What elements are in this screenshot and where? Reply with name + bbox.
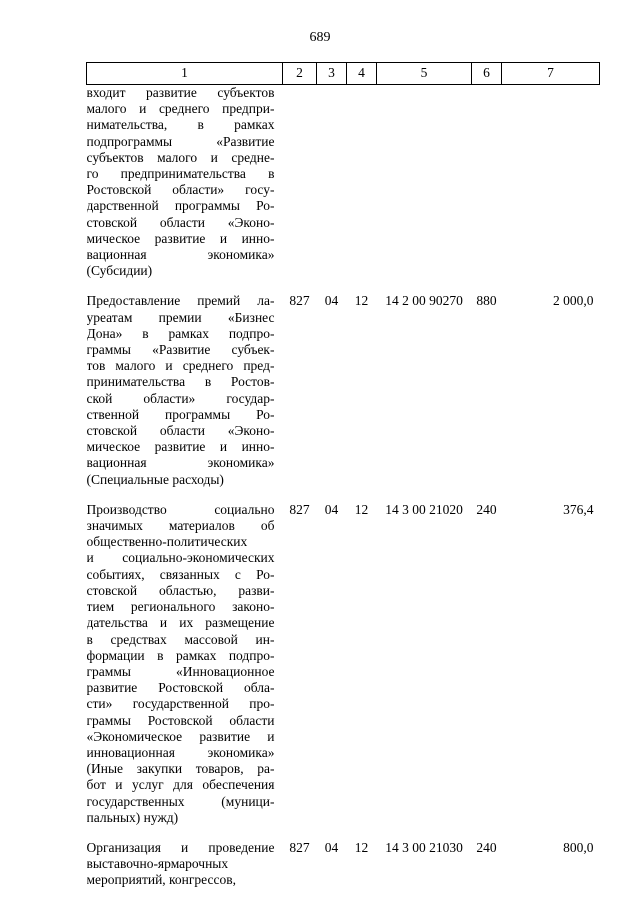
description-line: дарственной программы Ро- xyxy=(86,198,275,214)
vr-cell: 240 xyxy=(476,501,497,517)
description-line: мероприятий, конгрессов, xyxy=(86,872,236,888)
description-line: стовской области «Эконо- xyxy=(86,214,275,230)
description-line: инновационная экономика» xyxy=(86,744,275,760)
description-cell xyxy=(87,840,283,889)
description-line: го предпринимательства в xyxy=(86,166,275,182)
description-line: событиях, связанных с Ро- xyxy=(86,566,275,582)
description-line: мическое развитие и инно- xyxy=(86,230,275,246)
description-line: (Субсидии) xyxy=(86,263,153,279)
rz-cell xyxy=(317,85,347,280)
description-line: выставочно-ярмарочных xyxy=(86,856,229,872)
description-line: нимательства, в рамках xyxy=(86,117,275,133)
description-line: бот и услуг для обеспечения xyxy=(86,777,275,793)
description-line: сти» государственной про- xyxy=(86,696,275,712)
description-line: Ростовской области» госу- xyxy=(86,182,275,198)
description-cell xyxy=(87,502,283,826)
vr-cell: 880 xyxy=(476,293,497,309)
description-line: тием регионального законо- xyxy=(86,599,275,615)
description-line: Дона» в рамках подпро- xyxy=(86,325,275,341)
description-line: «Экономическое развитие и xyxy=(86,728,275,744)
description-line: уреатам премии «Бизнес xyxy=(86,309,275,325)
pr-cell: 12 xyxy=(354,501,369,517)
description-line: граммы «Инновационное xyxy=(86,663,275,679)
description-line: малого и среднего предпри- xyxy=(86,101,275,117)
row-spacer xyxy=(87,826,600,840)
description-line: Предоставление премий ла- xyxy=(86,293,275,309)
csr-cell: 14 3 00 21020 xyxy=(385,501,463,517)
budget-table xyxy=(86,62,600,889)
column-header-5: 5 xyxy=(377,63,472,85)
vr-cell xyxy=(472,85,502,280)
description-line: входит развитие субъектов xyxy=(86,85,275,100)
description-line: значимых материалов об xyxy=(86,518,275,534)
description-line: стовской областью, разви- xyxy=(86,582,275,598)
gr-cell: 827 xyxy=(289,839,310,855)
description-line: и социально-экономических xyxy=(86,550,275,566)
table-row xyxy=(87,293,600,487)
table-row xyxy=(87,502,600,826)
description-line: подпрограммы «Развитие xyxy=(86,133,275,149)
rz-cell: 04 xyxy=(324,293,339,309)
csr-cell xyxy=(377,85,472,280)
gr-cell: 827 xyxy=(289,501,310,517)
table-row xyxy=(87,840,600,889)
description-line: (Иные закупки товаров, ра- xyxy=(86,761,275,777)
table-row xyxy=(87,85,600,280)
row-spacer xyxy=(87,488,600,502)
column-header-2: 2 xyxy=(283,63,317,85)
description-cell xyxy=(87,85,283,280)
row-spacer xyxy=(87,279,600,293)
page-number: 689 xyxy=(309,30,331,45)
csr-cell: 14 2 00 90270 xyxy=(385,293,463,309)
description-line: мическое развитие и инно- xyxy=(86,439,275,455)
vr-cell: 240 xyxy=(476,839,497,855)
description-line: (Специальные расходы) xyxy=(86,471,224,487)
description-line: субъектов малого и средне- xyxy=(86,149,275,165)
amount-cell: 2 000,0 xyxy=(553,293,594,309)
pr-cell xyxy=(347,85,377,280)
description-line: развитие Ростовской обла- xyxy=(86,680,275,696)
amount-cell: 376,4 xyxy=(563,501,594,517)
gr-cell: 827 xyxy=(289,293,310,309)
csr-cell: 14 3 00 21030 xyxy=(385,839,463,855)
table-header-row xyxy=(87,63,600,85)
description-line: Производство социально xyxy=(86,501,275,517)
description-line: ственной программы Ро- xyxy=(86,406,275,422)
description-line: граммы «Развитие субъек- xyxy=(86,342,275,358)
description-line: общественно-политических xyxy=(86,534,248,550)
description-line: дательства и их размещение xyxy=(86,615,275,631)
description-line: Организация и проведение xyxy=(86,839,275,855)
column-header-7: 7 xyxy=(502,63,600,85)
column-header-4: 4 xyxy=(347,63,377,85)
pr-cell: 12 xyxy=(354,839,369,855)
description-cell xyxy=(87,293,283,487)
amount-cell xyxy=(502,85,600,280)
description-line: государственных (муници- xyxy=(86,793,275,809)
description-line: вационная экономика» xyxy=(86,455,275,471)
gr-cell xyxy=(283,85,317,280)
column-header-6: 6 xyxy=(472,63,502,85)
description-line: в средствах массовой ин- xyxy=(86,631,275,647)
description-line: ской области» государ- xyxy=(86,390,275,406)
amount-cell: 800,0 xyxy=(563,839,594,855)
column-header-3: 3 xyxy=(317,63,347,85)
description-line: вационная экономика» xyxy=(86,247,275,263)
description-line: стовской области «Эконо- xyxy=(86,423,275,439)
rz-cell: 04 xyxy=(324,501,339,517)
description-line: тов малого и среднего пред- xyxy=(86,358,275,374)
column-header-1: 1 xyxy=(87,63,283,85)
description-line: формации в рамках подпро- xyxy=(86,647,275,663)
description-line: граммы Ростовской области xyxy=(86,712,275,728)
pr-cell: 12 xyxy=(354,293,369,309)
rz-cell: 04 xyxy=(324,839,339,855)
description-line: принимательства в Ростов- xyxy=(86,374,275,390)
description-line: пальных) нужд) xyxy=(86,809,179,825)
